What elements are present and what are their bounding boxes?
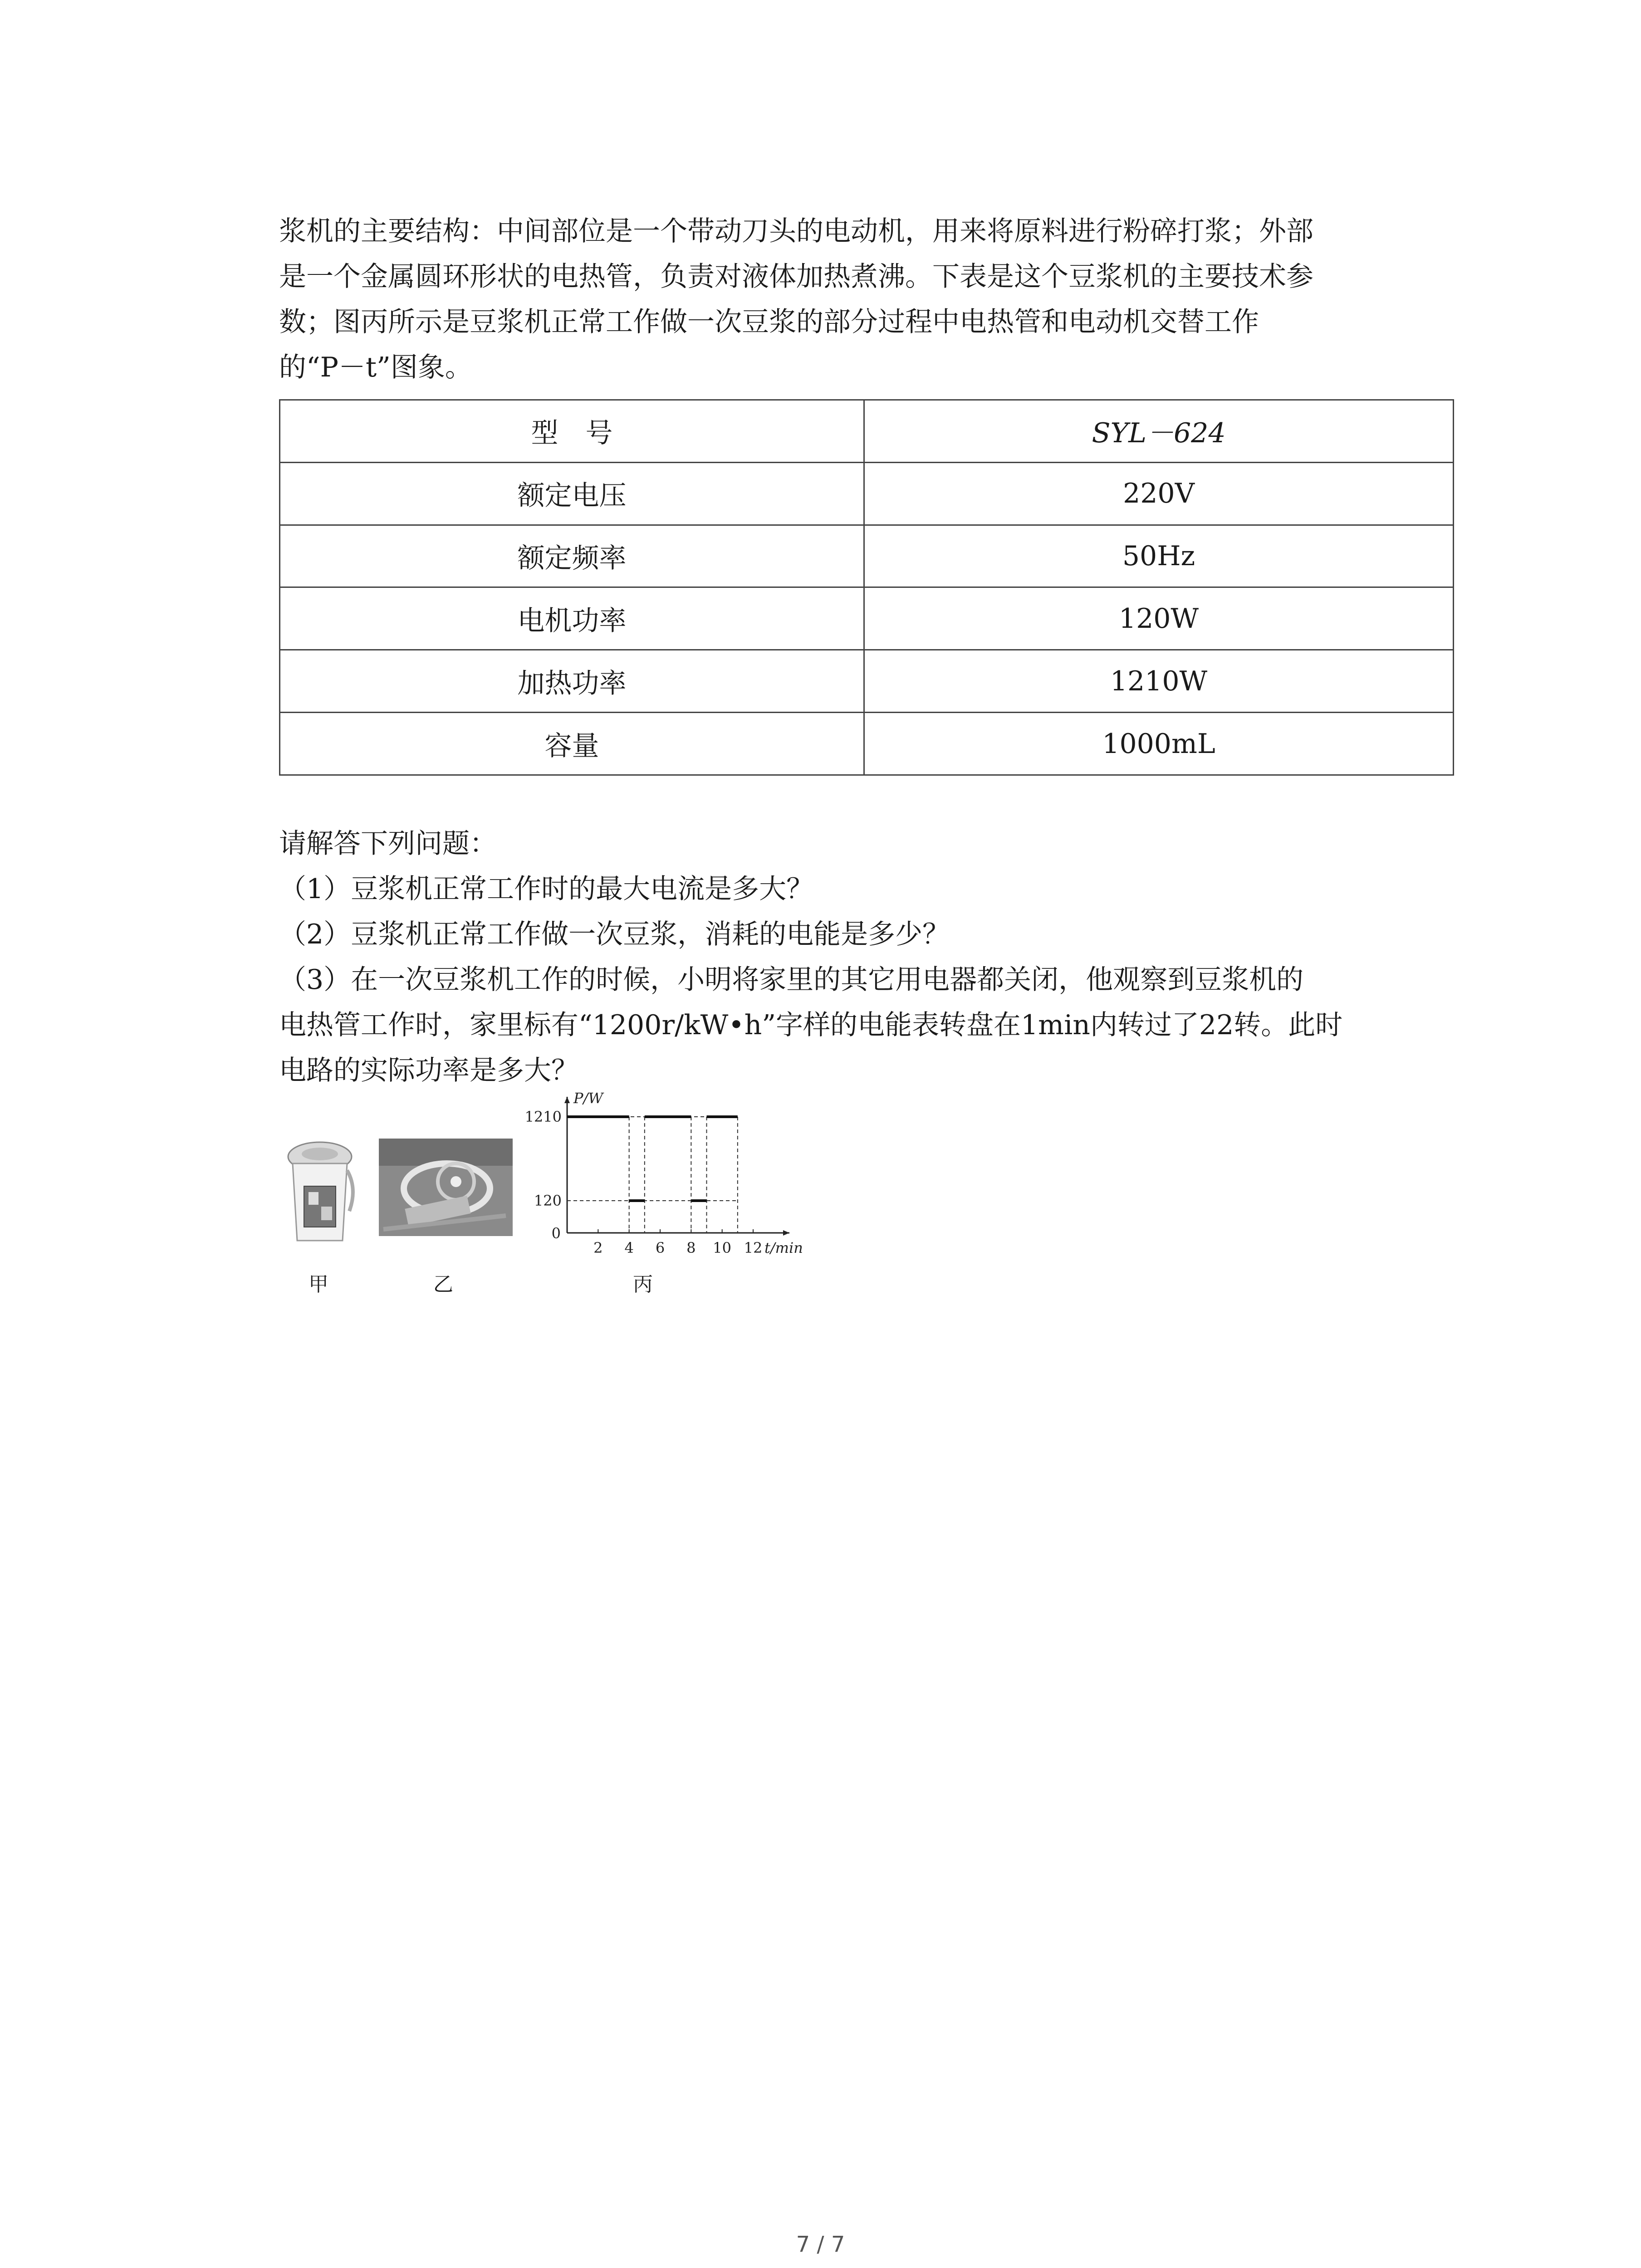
origin-label: 0 (551, 1225, 561, 1242)
question-line: （3）在一次豆浆机工作的时候，小明将家里的其它用电器都关闭，他观察到豆浆机的 (279, 964, 1304, 996)
question-line: 电路的实际功率是多大？ (279, 1055, 578, 1086)
table-row (280, 462, 1454, 525)
spec-value: SYL－624 (864, 400, 1454, 463)
x-tick-label: 4 (624, 1239, 634, 1256)
questions (279, 821, 1450, 1093)
x-axis-label: t/min (764, 1239, 803, 1256)
table-row (280, 400, 1454, 463)
x-axis-arrow (783, 1230, 789, 1236)
spec-value: 220V (864, 462, 1454, 525)
question-line: （2）豆浆机正常工作做一次豆浆，消耗的电能是多少？ (279, 919, 950, 950)
x-tick-label: 2 (593, 1239, 603, 1256)
caption-bing: 丙 (633, 1273, 653, 1296)
spec-label: 电机功率 (280, 587, 864, 650)
inner-structure-image (379, 1139, 513, 1236)
spec-label: 额定电压 (280, 462, 864, 525)
chart-series (567, 1117, 738, 1201)
intro-paragraph (279, 209, 1450, 390)
x-tick-label: 6 (655, 1239, 665, 1256)
spec-label: 型 号 (280, 400, 864, 463)
spec-value: 50Hz (864, 525, 1454, 587)
question-line: 电热管工作时，家里标有“1200r/kW•h”字样的电能表转盘在1min内转过了22转。此时 (279, 1009, 1343, 1041)
x-tick-label: 10 (713, 1239, 732, 1256)
soymilk-maker-image (281, 1139, 358, 1247)
table-row (280, 713, 1454, 775)
question-line: （1）豆浆机正常工作时的最大电流是多大？ (279, 873, 814, 905)
y-axis-label: P/W (573, 1090, 603, 1107)
spec-table (279, 399, 1454, 776)
pt-chart (517, 1089, 817, 1261)
spec-label: 容量 (280, 713, 864, 775)
intro-line: 浆机的主要结构：中间部位是一个带动刀头的电动机，用来将原料进行粉碎打浆；外部 (279, 215, 1313, 247)
intro-line: 数；图丙所示是豆浆机正常工作做一次豆浆的部分过程中电热管和电动机交替工作 (279, 306, 1259, 338)
spec-value: 1210W (864, 650, 1454, 713)
spec-value: 1000mL (864, 713, 1454, 775)
intro-line: 是一个金属圆环形状的电热管，负责对液体加热煮沸。下表是这个豆浆机的主要技术参 (279, 261, 1313, 293)
x-tick-label: 8 (686, 1239, 696, 1256)
y-tick-label: 1210 (524, 1108, 562, 1125)
spec-label: 额定频率 (280, 525, 864, 587)
table-row (280, 587, 1454, 650)
caption-jia: 甲 (309, 1273, 328, 1296)
chart-guides (567, 1117, 738, 1233)
page-number: 7 / 7 (796, 2232, 845, 2257)
question-line: 请解答下列问题： (279, 828, 497, 860)
caption-yi: 乙 (433, 1273, 453, 1296)
spec-label: 加热功率 (280, 650, 864, 713)
y-tick-label: 120 (534, 1192, 562, 1209)
spec-value: 120W (864, 587, 1454, 650)
x-tick-label: 12 (744, 1239, 763, 1256)
intro-line: 的“P－t”图象。 (279, 352, 472, 383)
table-row (280, 650, 1454, 713)
y-axis-arrow (564, 1097, 570, 1103)
table-row (280, 525, 1454, 587)
